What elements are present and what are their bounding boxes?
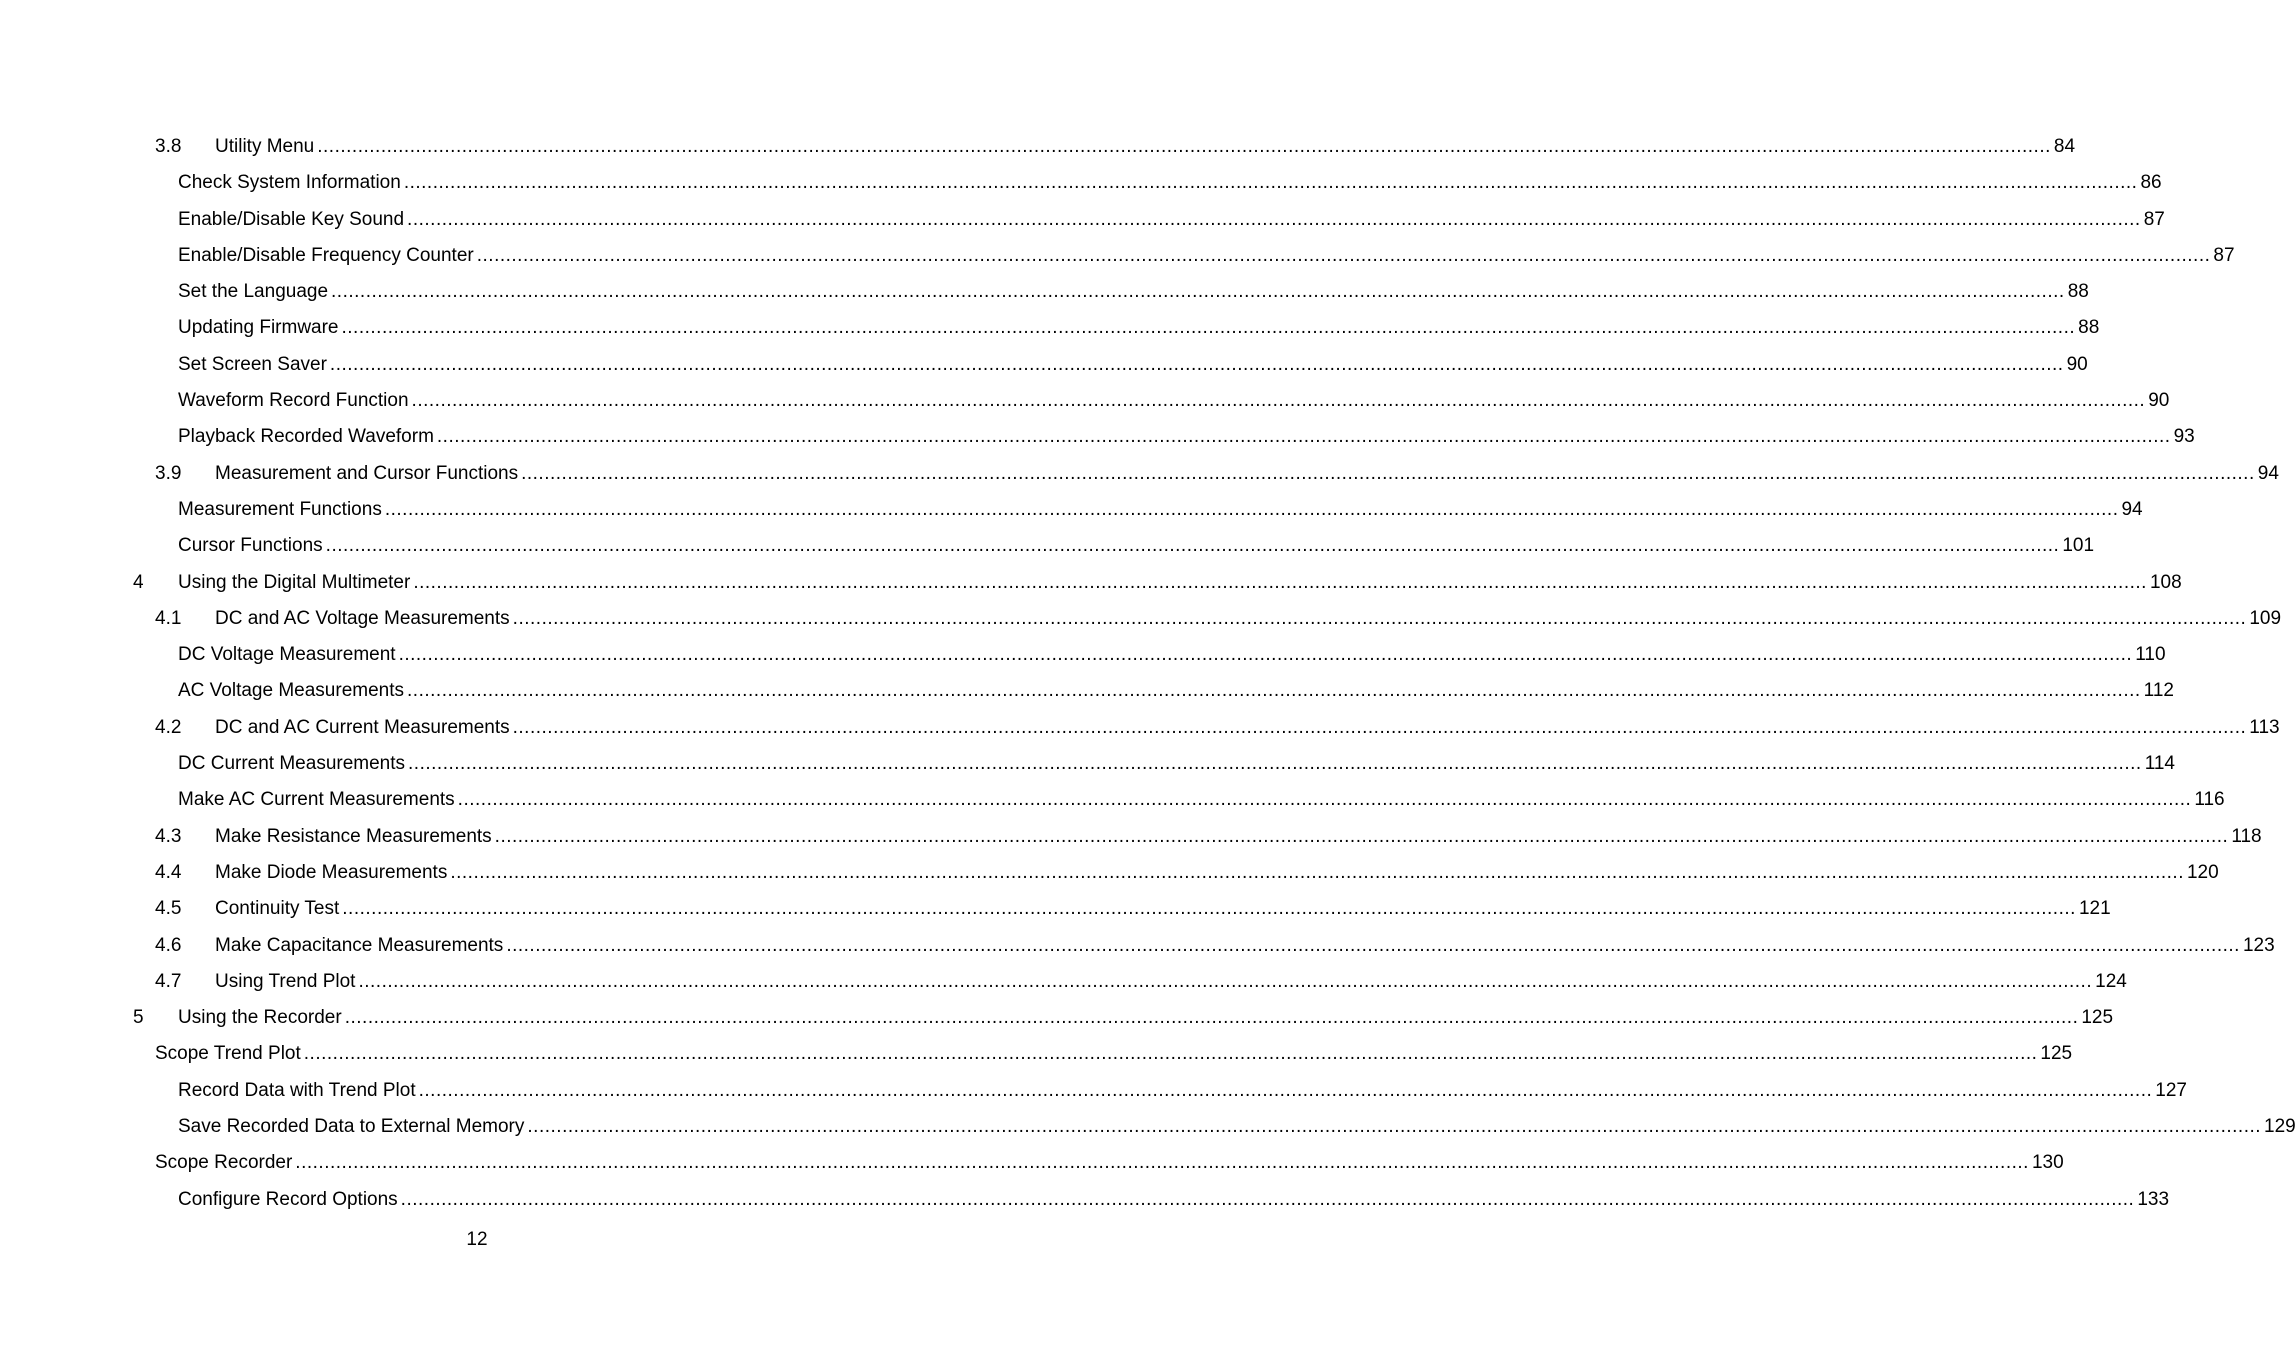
toc-title: Enable/Disable Frequency Counter (178, 244, 474, 266)
toc-entry[interactable] (0, 456, 2279, 492)
toc-entry[interactable] (0, 565, 2182, 601)
toc-page-number: 87 (2213, 244, 2235, 266)
toc-title: Playback Recorded Waveform (178, 426, 434, 448)
toc-entry-line (155, 710, 2280, 746)
dot-leader: ............................................................................................................................................................................................................................................................................................................ (358, 970, 2093, 992)
toc-entry[interactable] (0, 1145, 2064, 1181)
toc-title: Cursor Functions (178, 535, 323, 557)
toc-title: Utility Menu (215, 136, 315, 157)
toc-title: Measurement Functions (178, 498, 382, 520)
toc-page-number: 101 (2062, 535, 2095, 557)
toc-entry[interactable] (0, 637, 2166, 673)
dot-leader: ............................................................................................................................................................................................................................................................................................................ (521, 462, 2255, 484)
dot-leader: ............................................................................................................................................................................................................................................................................................................ (317, 136, 2051, 157)
toc-title: AC Voltage Measurements (178, 680, 405, 702)
dot-leader: ............................................................................................................................................................................................................................................................................................................ (411, 390, 2146, 412)
toc-entry[interactable] (0, 601, 2282, 637)
toc-entry[interactable] (0, 710, 2280, 746)
toc-title: Updating Firmware (178, 317, 339, 339)
toc-page-number: 84 (2053, 136, 2076, 157)
toc-entry-line (178, 165, 2162, 201)
dot-leader: ............................................................................................................................................................................................................................................................................................................ (325, 535, 2060, 557)
table-of-contents (0, 129, 2296, 1218)
toc-entry-line (178, 347, 2088, 383)
toc-title: Make AC Current Measurements (178, 789, 455, 811)
toc-title: Set the Language (178, 281, 329, 303)
toc-entry-line (178, 782, 2225, 818)
toc-entry[interactable] (0, 1036, 2073, 1072)
toc-page-number: 88 (2067, 281, 2089, 303)
dot-leader: ............................................................................................................................................................................................................................................................................................................ (418, 1079, 2153, 1101)
toc-entry[interactable] (0, 238, 2235, 274)
dot-leader: ............................................................................................................................................................................................................................................................................................................ (436, 426, 2171, 448)
dot-leader: ............................................................................................................................................................................................................................................................................................................ (476, 244, 2211, 266)
toc-title: Using the Digital Multimeter (178, 571, 411, 593)
page-number: 12 (466, 1229, 488, 1250)
toc-entry[interactable] (0, 673, 2174, 709)
dot-leader: ............................................................................................................................................................................................................................................................................................................ (407, 680, 2141, 702)
toc-page-number: 123 (2242, 934, 2275, 956)
toc-title: DC and AC Voltage Measurements (215, 607, 510, 629)
dot-leader: ............................................................................................................................................................................................................................................................................................................ (403, 172, 2138, 194)
toc-entry-line (178, 746, 2175, 782)
toc-entry[interactable] (0, 202, 2165, 238)
toc-entry[interactable] (0, 165, 2162, 201)
dot-leader: ............................................................................................................................................................................................................................................................................................................ (344, 1007, 2079, 1029)
toc-page-number: 129 (2264, 1116, 2296, 1138)
dot-leader: ............................................................................................................................................................................................................................................................................................................ (450, 861, 2184, 883)
toc-page-number: 109 (2249, 607, 2282, 629)
toc-entry-line (155, 819, 2262, 855)
toc-section-number: 4.3 (155, 825, 182, 847)
toc-section-number: 4.1 (155, 607, 182, 629)
toc-section-number: 4.5 (155, 898, 182, 920)
toc-title: Record Data with Trend Plot (178, 1079, 416, 1101)
toc-entry[interactable] (0, 891, 2111, 927)
toc-title: Enable/Disable Key Sound (178, 208, 405, 230)
toc-section-number: 3.8 (155, 136, 182, 157)
dot-leader: ............................................................................................................................................................................................................................................................................................................ (407, 208, 2141, 230)
dot-leader: ............................................................................................................................................................................................................................................................................................................ (512, 607, 2247, 629)
toc-entry-line (155, 129, 2076, 165)
toc-page-number: 108 (2149, 571, 2182, 593)
dot-leader: ............................................................................................................................................................................................................................................................................................................ (408, 753, 2142, 775)
dot-leader: ............................................................................................................................................................................................................................................................................................................ (494, 825, 2229, 847)
dot-leader: ............................................................................................................................................................................................................................................................................................................ (303, 1043, 2038, 1065)
toc-title: Measurement and Cursor Functions (215, 462, 519, 484)
toc-title: Make Resistance Measurements (215, 825, 492, 847)
toc-title: Using Trend Plot (215, 970, 356, 992)
toc-title: DC Current Measurements (178, 753, 406, 775)
toc-entry-line (178, 637, 2166, 673)
toc-entry[interactable] (0, 819, 2262, 855)
toc-entry[interactable] (0, 1073, 2187, 1109)
toc-page-number: 118 (2231, 825, 2262, 847)
toc-page-number: 94 (2257, 462, 2279, 484)
dot-leader: ............................................................................................................................................................................................................................................................................................................ (457, 789, 2192, 811)
dot-leader: ............................................................................................................................................................................................................................................................................................................ (331, 281, 2065, 303)
toc-entry[interactable] (0, 964, 2127, 1000)
toc-entry-line (178, 528, 2095, 564)
dot-leader: ............................................................................................................................................................................................................................................................................................................ (398, 644, 2133, 666)
toc-page-number: 112 (2143, 680, 2174, 702)
toc-page-number: 88 (2078, 317, 2100, 339)
toc-entry-line (178, 1182, 2170, 1218)
toc-entry[interactable] (0, 419, 2195, 455)
toc-page-number: 125 (2040, 1043, 2073, 1065)
toc-page-number: 124 (2095, 970, 2127, 992)
toc-entry[interactable] (0, 129, 2076, 165)
toc-entry[interactable] (0, 383, 2170, 419)
dot-leader: ............................................................................................................................................................................................................................................................................................................ (341, 317, 2076, 339)
toc-title: DC and AC Current Measurements (215, 716, 510, 738)
toc-entry-line (133, 565, 2182, 601)
toc-section-number: 4.4 (155, 861, 182, 883)
toc-title: Check System Information (178, 172, 401, 194)
dot-leader: ............................................................................................................................................................................................................................................................................................................ (400, 1188, 2135, 1210)
toc-section-number: 5 (133, 1007, 144, 1029)
toc-entry-line (178, 1073, 2187, 1109)
toc-entry-line (178, 274, 2089, 310)
toc-section-number: 4.7 (155, 970, 182, 992)
toc-title: Scope Recorder (155, 1152, 293, 1174)
toc-entry[interactable] (0, 782, 2225, 818)
toc-page-number: 121 (2078, 898, 2111, 920)
toc-entry[interactable] (0, 274, 2089, 310)
toc-entry[interactable] (0, 310, 2100, 346)
toc-page-number: 127 (2155, 1079, 2187, 1101)
toc-entry[interactable] (0, 746, 2175, 782)
toc-title: Make Capacitance Measurements (215, 934, 504, 956)
dot-leader: ............................................................................................................................................................................................................................................................................................................ (512, 716, 2247, 738)
toc-entry-line (155, 891, 2111, 927)
toc-page-number: 114 (2144, 753, 2175, 775)
toc-title: Continuity Test (215, 898, 340, 920)
toc-entry[interactable] (0, 1182, 2170, 1218)
toc-entry-line (155, 456, 2279, 492)
dot-leader: ............................................................................................................................................................................................................................................................................................................ (527, 1116, 2262, 1138)
toc-page-number: 90 (2066, 353, 2088, 375)
toc-title: Waveform Record Function (178, 390, 409, 412)
toc-page-number: 90 (2148, 390, 2170, 412)
toc-section-number: 4.6 (155, 934, 182, 956)
toc-title: Using the Recorder (178, 1007, 342, 1029)
dot-leader: ............................................................................................................................................................................................................................................................................................................ (295, 1152, 2029, 1174)
toc-section-number: 4.2 (155, 716, 182, 738)
toc-title: Configure Record Options (178, 1188, 398, 1210)
toc-entry[interactable] (0, 347, 2088, 383)
dot-leader: ............................................................................................................................................................................................................................................................................................................ (384, 498, 2119, 520)
toc-page-number: 86 (2140, 172, 2162, 194)
toc-title: Save Recorded Data to External Memory (178, 1116, 525, 1138)
dot-leader: ............................................................................................................................................................................................................................................................................................................ (329, 353, 2064, 375)
toc-page-number: 110 (2135, 644, 2166, 666)
toc-entry-line (178, 673, 2174, 709)
toc-page-number: 113 (2249, 716, 2280, 738)
dot-leader: ............................................................................................................................................................................................................................................................................................................ (506, 934, 2240, 956)
dot-leader: ............................................................................................................................................................................................................................................................................................................ (342, 898, 2076, 920)
toc-entry-line (178, 310, 2100, 346)
toc-entry[interactable] (0, 492, 2143, 528)
toc-entry-line (155, 855, 2219, 891)
toc-page-number: 94 (2121, 498, 2143, 520)
toc-entry-line (155, 601, 2282, 637)
toc-entry-line (178, 419, 2195, 455)
toc-page-number: 125 (2081, 1007, 2114, 1029)
toc-page-number: 93 (2173, 426, 2195, 448)
toc-entry[interactable] (0, 528, 2095, 564)
toc-entry-line (155, 1036, 2073, 1072)
dot-leader: ............................................................................................................................................................................................................................................................................................................ (413, 571, 2147, 593)
toc-entry-line (155, 1145, 2064, 1181)
toc-entry[interactable] (0, 1000, 2114, 1036)
toc-entry-line (178, 202, 2165, 238)
toc-page-number: 130 (2031, 1152, 2064, 1174)
toc-entry-line (178, 383, 2170, 419)
toc-entry[interactable] (0, 928, 2275, 964)
toc-page-number: 87 (2143, 208, 2165, 230)
toc-section-number: 4 (133, 571, 144, 593)
toc-entry-line (133, 1000, 2114, 1036)
toc-title: Make Diode Measurements (215, 861, 448, 883)
toc-entry[interactable] (0, 855, 2219, 891)
toc-section-number: 3.9 (155, 462, 182, 484)
toc-entry-line (178, 1109, 2296, 1145)
toc-page-number: 120 (2186, 861, 2219, 883)
toc-title: DC Voltage Measurement (178, 644, 396, 666)
toc-entry-line (155, 964, 2127, 1000)
toc-entry-line (178, 238, 2235, 274)
toc-title: Set Screen Saver (178, 353, 327, 375)
toc-page-number: 133 (2137, 1188, 2170, 1210)
toc-entry-line (178, 492, 2143, 528)
toc-page-number: 116 (2194, 789, 2225, 811)
toc-entry-line (155, 928, 2275, 964)
toc-entry[interactable] (0, 1109, 2296, 1145)
toc-title: Scope Trend Plot (155, 1043, 301, 1065)
